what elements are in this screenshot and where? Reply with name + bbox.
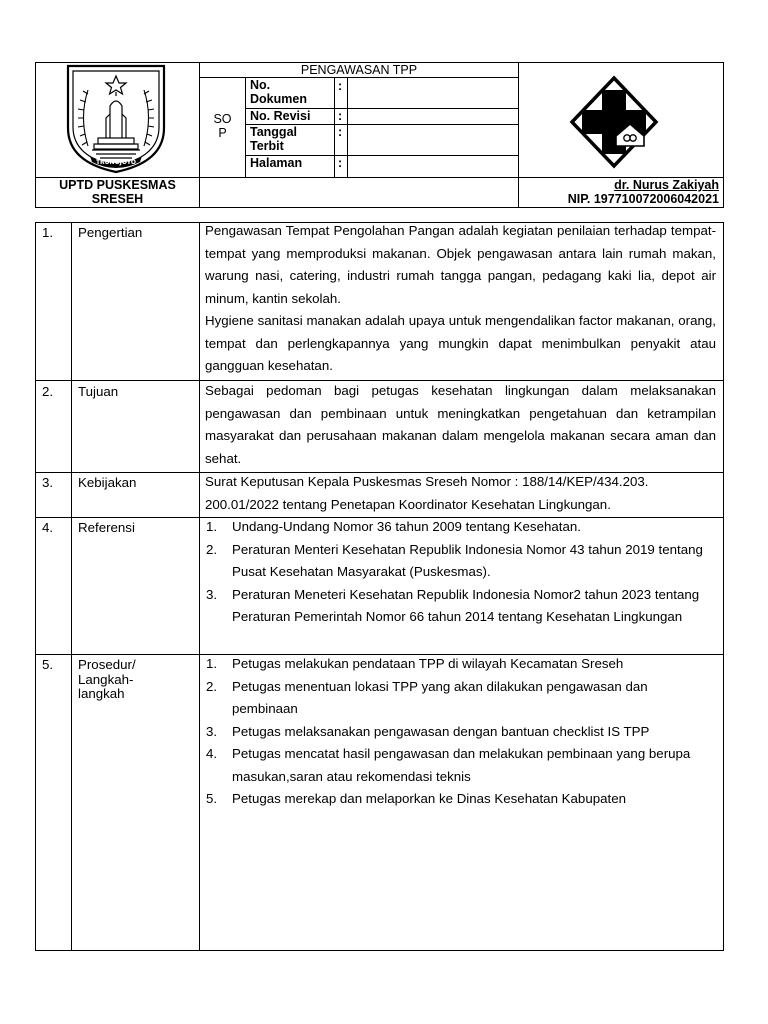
field-colon: : <box>338 79 343 93</box>
list-item: 1. Petugas melakukan pendataan TPP di wilayah Kecamatan Sreseh <box>206 656 624 671</box>
row-label-pengertian: Pengertian <box>78 225 143 240</box>
row-number: 2. <box>42 384 54 399</box>
row-label-kebijakan: Kebijakan <box>78 475 137 490</box>
field-label-halaman: Halaman <box>250 156 303 170</box>
paragraph: Sebagai pedoman bagi petugas kesehatan lingkungan dalam melaksanakan pengawasan dan pembinaan untuk meningkatkan pengetahuan dan ketrampilan masyarakat dan perusahaan makanan dalam mengelola makanan secara aman dan sehat. <box>205 383 716 466</box>
list-item: 5. Petugas merekap dan melaporkan ke Dinas Kesehatan Kabupaten <box>206 791 626 806</box>
document-title: PENGAWASAN TPP <box>300 63 418 77</box>
signer-nip: NIP. 197710072006042021 <box>567 192 719 206</box>
signer-name: dr. Nurus Zakiyah <box>614 178 719 192</box>
list-item: 2. Petugas menentuan lokasi TPP yang akan dilakukan pengawasan dan pembinaan <box>206 678 648 716</box>
row-number: 5. <box>42 657 54 672</box>
row-number: 3. <box>42 475 54 490</box>
field-label-no-revisi: No. Revisi <box>250 109 311 123</box>
row-content-tujuan <box>205 380 716 470</box>
puskesmas-cross-icon <box>568 74 660 170</box>
list-item: 4. Petugas mencatat hasil pengawasan dan melakukan pembinaan yang berupa masukan,saran atau rekomendasi teknis <box>206 746 691 784</box>
row-content-referensi <box>205 516 716 629</box>
paragraph: Pengawasan Tempat Pengolahan Pangan adalah kegiatan penilaian terhadap tempat-tempat yang memproduksi makanan. Objek pengawasan antara lain rumah makan, warung nasi, catering, industri rumah tangga pangan, pedagang kaki lia, depot air minum, kantin sekolah. <box>205 223 716 306</box>
row-label-tujuan: Tujuan <box>78 384 119 399</box>
regency-seal-logo <box>62 62 170 176</box>
row-number: 4. <box>42 520 54 535</box>
svg-text:TRUNOJOYO: TRUNOJOYO <box>95 159 137 166</box>
puskesmas-logo <box>568 74 660 170</box>
row-content-pengertian <box>205 220 716 378</box>
list-item: 3. Peraturan Meneteri Kesehatan Republik Indonesia Nomor2 tahun 2023 tentang Peraturan Pemerintah Nomor 66 tahun 2014 tentang Kesehatan Lingkungan <box>206 586 700 624</box>
field-label-tanggal-terbit: Tanggal Terbit <box>250 125 297 153</box>
row-label-prosedur: Prosedur/ Langkah- langkah <box>78 657 136 701</box>
field-colon: : <box>338 156 343 170</box>
field-colon: : <box>338 109 343 123</box>
list-item: 3. Petugas melaksanakan pengawasan dengan bantuan checklist IS TPP <box>206 723 650 739</box>
paragraph: Hygiene sanitasi manakan adalah upaya untuk mengendalikan factor makanan, orang, tempat dan perlengkapannya yang mungkin dapat menimbulkan penyakit atau gangguan kesehatan. <box>205 313 716 373</box>
seal-icon <box>62 62 170 176</box>
row-label-referensi: Referensi <box>78 520 135 535</box>
paragraph: Surat Keputusan Kepala Puskesmas Sreseh Nomor : 188/14/KEP/434.203. 200.01/2022 tentang Penetapan Koordinator Kesehatan Lingkungan. <box>205 474 649 512</box>
field-label-no-dokumen: No. Dokumen <box>250 78 307 106</box>
row-number: 1. <box>42 225 54 240</box>
list-item: 1. Undang-Undang Nomor 36 tahun 2009 tentang Kesehatan. <box>206 519 581 534</box>
organization-name: UPTD PUSKESMAS SRESEH <box>59 178 176 206</box>
list-item: 2. Peraturan Menteri Kesehatan Republik Indonesia Nomor 43 tahun 2019 tentang Pusat Kesehatan Masyarakat (Puskesmas). <box>206 541 703 579</box>
sop-label: SO P <box>213 112 232 140</box>
row-content-prosedur <box>205 653 716 811</box>
row-content-kebijakan <box>205 471 716 516</box>
field-colon: : <box>338 125 343 139</box>
